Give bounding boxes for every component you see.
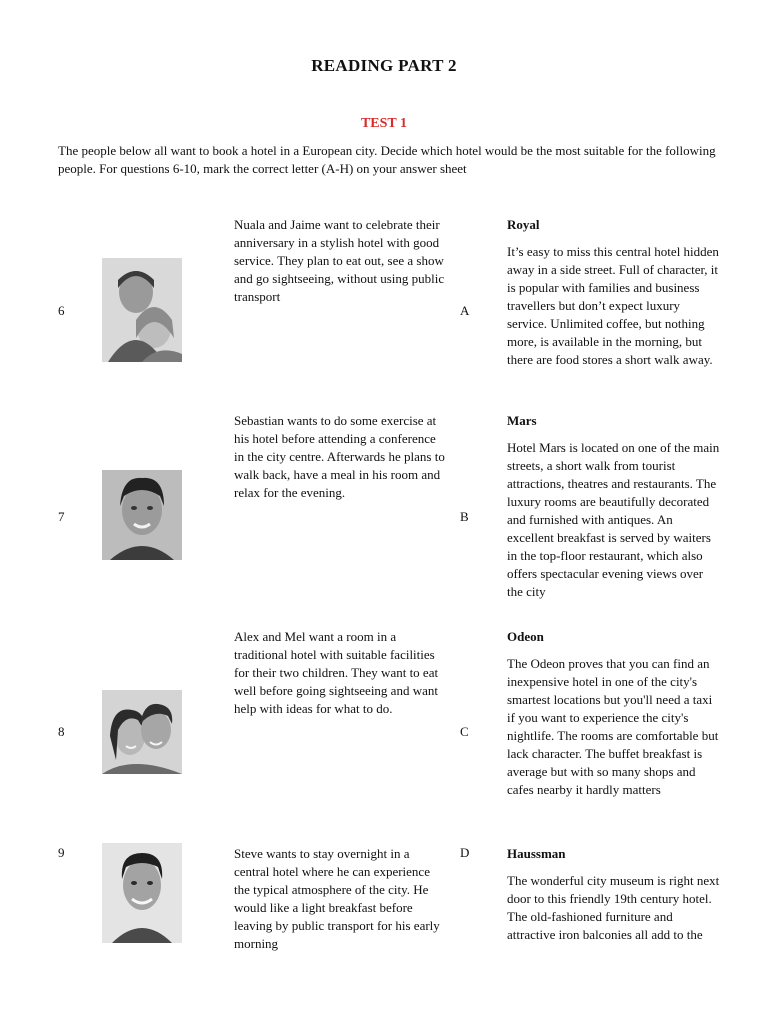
- question-number: 9: [58, 845, 65, 860]
- person-description: Steve wants to stay overnight in a central hotel where he can experience the typical atmosphere of the city. He would like a light breakfast before leaving by public transport for his early morning: [234, 846, 440, 951]
- hotel-card: [507, 412, 722, 601]
- hotel-name: Mars: [507, 413, 537, 428]
- hotel-description: Hotel Mars is located on one of the main streets, a short walk from tourist attractions, theatres and restaurants. The luxury rooms are beautifully decorated and furnished with antiques. An excellent breakfast is served by waiters in the top-floor restaurant, which also offers spectacular evening views over the city: [507, 440, 720, 599]
- person-description: Alex and Mel want a room in a traditional hotel with suitable facilities for their two children. They want to eat well before going sightseeing and want help with ideas for what to do.: [234, 629, 439, 716]
- hotel-description: It’s easy to miss this central hotel hidden away in a side street. Full of character, it is popular with families and business travellers but don’t expect luxury service. Unlimited coffee, but nothing more, is available in the morning, but there are food stores a short walk away.: [507, 244, 719, 367]
- hotel-letter: B: [460, 509, 469, 524]
- hotel-card: [507, 628, 722, 799]
- instructions-paragraph: The people below all want to book a hotel in a European city. Decide which hotel would be the most suitable for the following people. For questions 6-10, mark the correct letter (A-H) on your answer sheet: [58, 143, 716, 176]
- man-portrait-photo: [102, 843, 182, 943]
- hotel-letter: A: [460, 303, 470, 318]
- question-number: 7: [58, 509, 65, 524]
- question-number: 8: [58, 724, 65, 739]
- question-number: 6: [58, 303, 65, 318]
- hotel-letter: D: [460, 845, 470, 860]
- hotel-card: [507, 216, 722, 369]
- hotel-letter: C: [460, 724, 469, 739]
- couple-photo: [102, 690, 182, 774]
- hotel-description: The Odeon proves that you can find an inexpensive hotel in one of the city's smartest locations but you'll need a taxi if you want to experience the city's nightlife. The rooms are comfortable but lack character. The buffet breakfast is average but with so many shops and cafes nearby it hardly matters: [507, 656, 719, 797]
- couple-photo: [102, 258, 182, 362]
- person-description: Nuala and Jaime want to celebrate their anniversary in a stylish hotel with good service. They plan to eat out, see a show and go sightseeing, without using public transport: [234, 217, 445, 304]
- test-label: TEST 1: [360, 116, 408, 131]
- hotel-name: Odeon: [507, 629, 544, 644]
- hotel-name: Haussman: [507, 846, 566, 861]
- hotel-card: [507, 845, 722, 944]
- man-portrait-photo: [102, 470, 182, 560]
- hotel-name: Royal: [507, 217, 540, 232]
- hotel-description: The wonderful city museum is right next door to this friendly 19th century hotel. The old-fashioned furniture and attractive iron balconies all add to the: [507, 873, 720, 942]
- person-description: Sebastian wants to do some exercise at his hotel before attending a conference in the city centre. Afterwards he plans to walk back, have a meal in his room and relax for the evening.: [234, 413, 445, 500]
- page-title: READING PART 2: [311, 56, 457, 75]
